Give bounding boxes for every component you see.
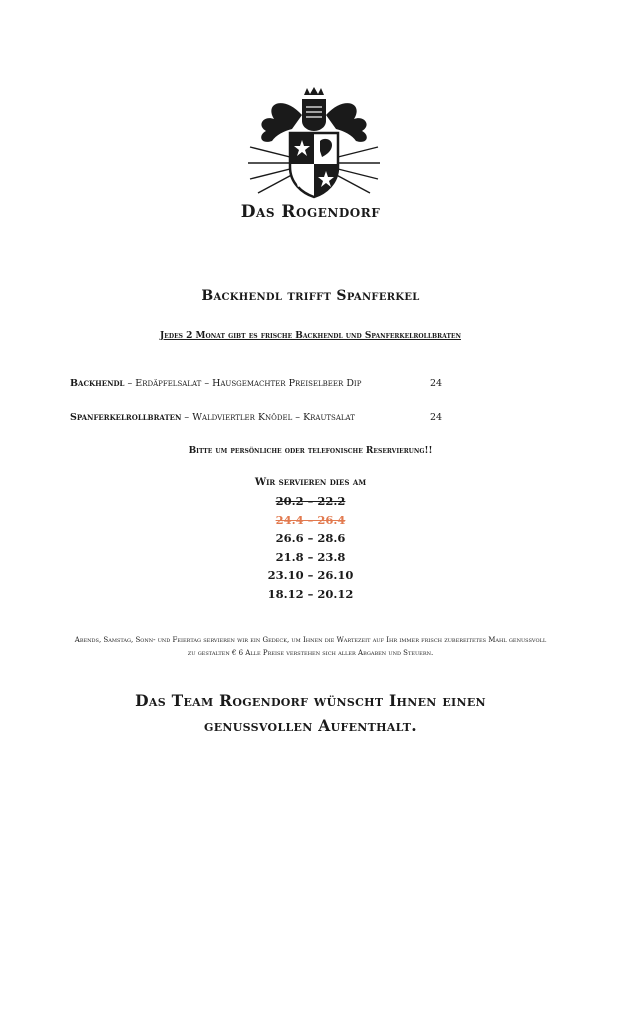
closing-message <box>0 688 621 738</box>
serving-date: 26.6 – 28.6 <box>275 531 346 545</box>
serving-dates-list <box>0 492 621 603</box>
dish-name: Backhendl <box>70 378 125 389</box>
serving-date: 18.12 – 20.12 <box>267 586 354 601</box>
dish-name: Spanferkelrollbraten <box>70 412 182 423</box>
dish-sides: – Erdäpfelsalat – Hausgemachter Preiselbeer Dip <box>124 378 362 389</box>
dish-price: 24 <box>430 412 443 423</box>
reservation-notice: Bitte um persönliche oder telefonische Reservierung!! <box>188 446 433 456</box>
closing-line: genussvollen Aufenthalt. <box>204 716 417 735</box>
menu-item <box>70 378 470 389</box>
page-subtitle: Jedes 2 Monat gibt es frische Backhendl und Spanferkelrollbraten <box>160 331 461 341</box>
serving-date: 23.10 – 26.10 <box>267 568 354 582</box>
coat-of-arms-icon <box>244 85 384 210</box>
serving-dates-heading: Wir servieren dies am <box>254 477 367 488</box>
footnote: Abends, Samstag, Sonn- und Feiertag servieren wir ein Gedeck, um Ihnen die Wartezeit auf Ihr immer frisch zubereitetes Mahl genussvoll zu gestalten € 6 Alle Preise verstehen sich aller Abgaben und Steuern. <box>74 636 547 657</box>
closing-line: Das Team Rogendorf wünscht Ihnen einen <box>135 691 486 710</box>
serving-date: 24.4 – 26.4 <box>275 512 346 527</box>
page-title: Backhendl trifft Spanferkel <box>201 288 420 304</box>
brand-name: Das Rogendorf <box>240 202 381 222</box>
dish-price: 24 <box>430 378 443 389</box>
serving-date: 21.8 – 23.8 <box>275 549 346 564</box>
dish-sides: – Waldviertler Knödel – Krautsalat <box>181 412 355 423</box>
serving-date: 20.2 – 22.2 <box>275 494 346 508</box>
menu-item <box>70 412 470 423</box>
